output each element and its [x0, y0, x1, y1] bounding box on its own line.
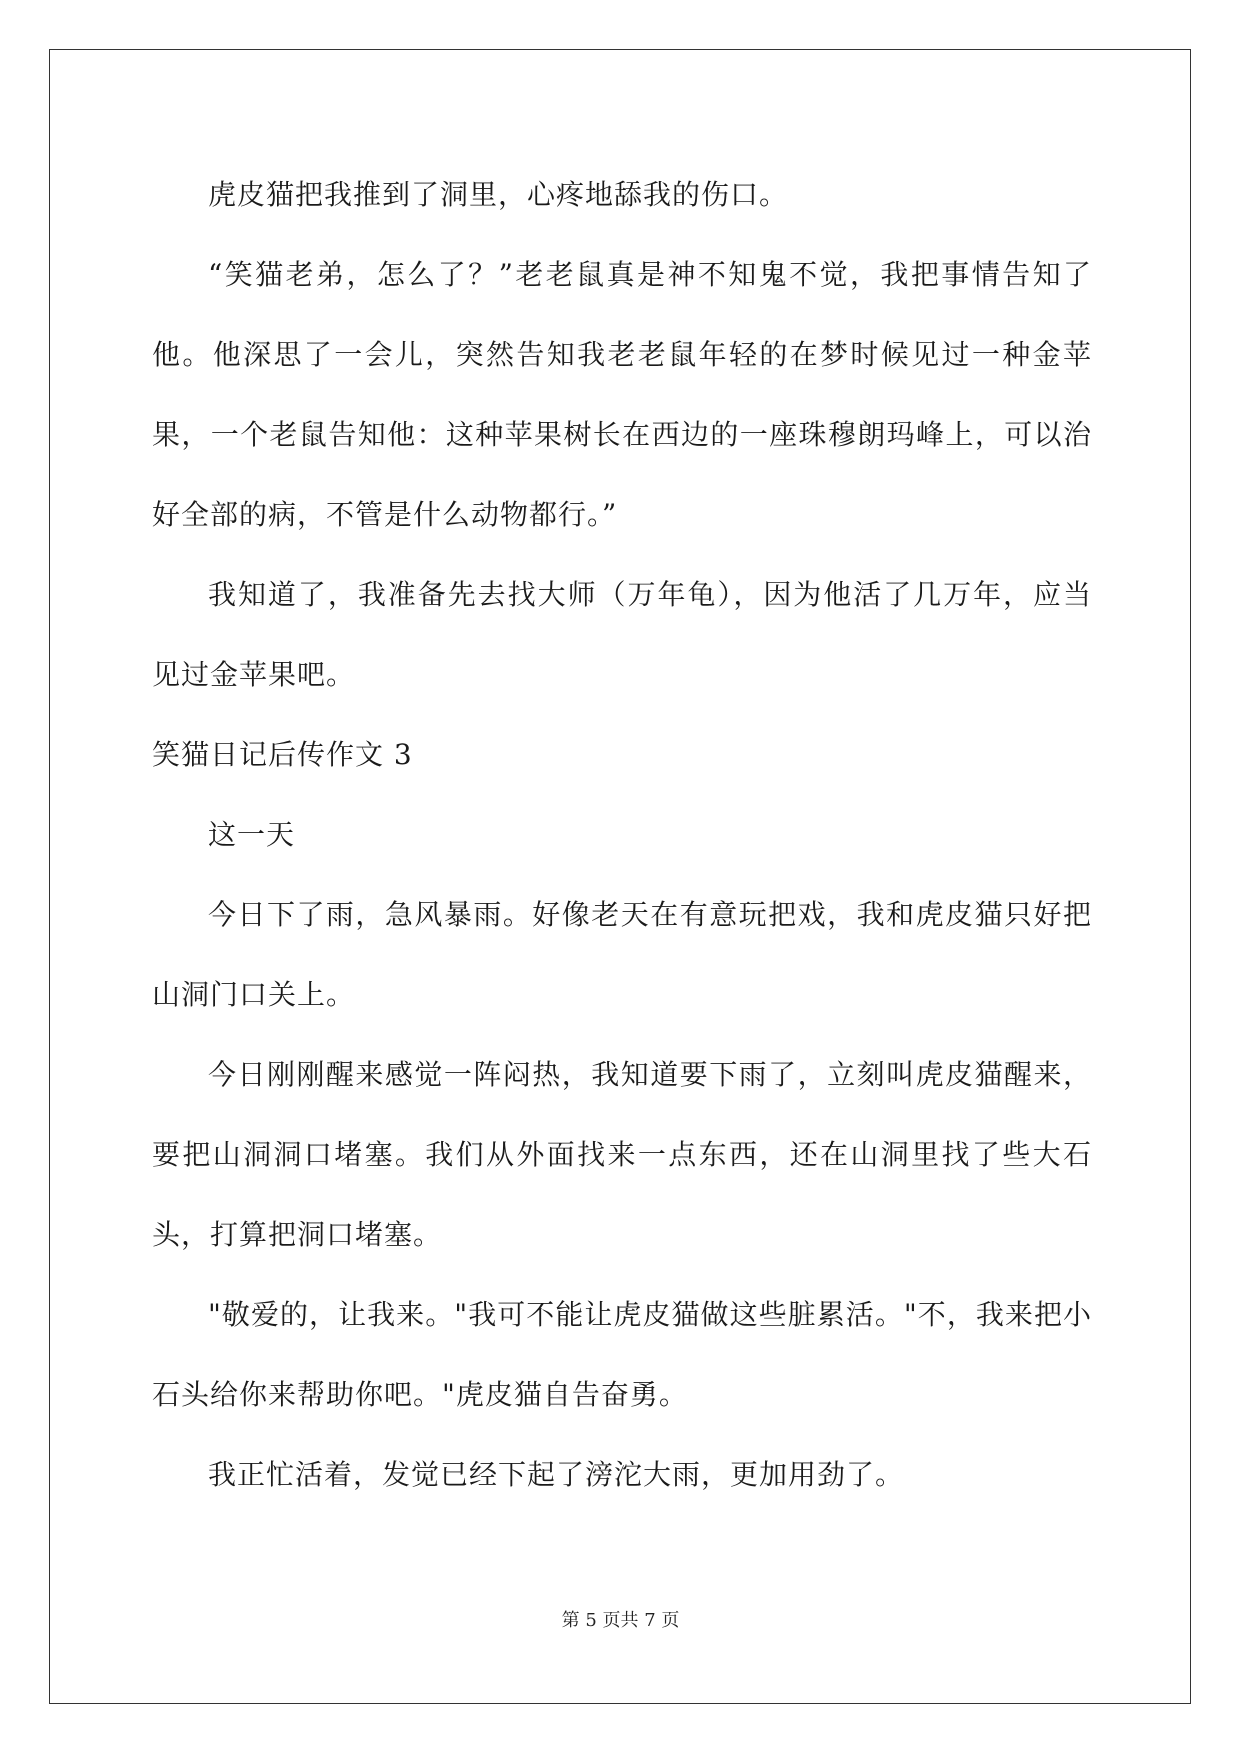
paragraph: 虎皮猫把我推到了洞里，心疼地舔我的伤口。: [208, 178, 789, 211]
paragraph: 今日刚刚醒来感觉一阵闷热，我知道要下雨了，立刻叫虎皮猫醒来，要把山洞洞口堵塞。我们从外面找来一点东西，还在山洞里找了些大石头，打算把洞口堵塞。: [152, 1058, 1092, 1251]
page-footer: [0, 1606, 1241, 1632]
document-body: [152, 155, 1092, 1515]
paragraph: 这一天: [208, 818, 296, 851]
paragraph: 我正忙活着，发觉已经下起了滂沱大雨，更加用劲了。: [208, 1458, 905, 1491]
paragraph: 今日下了雨，急风暴雨。好像老天在有意玩把戏，我和虎皮猫只好把山洞门口关上。: [152, 898, 1092, 1011]
page-number: 第 5 页: [561, 1610, 621, 1631]
page-total: 共 7 页: [620, 1610, 680, 1631]
section-heading: 笑猫日记后传作文 3: [152, 738, 413, 771]
paragraph: 我知道了，我准备先去找大师（万年龟），因为他活了几万年，应当见过金苹果吧。: [152, 578, 1092, 691]
paragraph: "敬爱的，让我来。"我可不能让虎皮猫做这些脏累活。"不，我来把小石头给你来帮助你吧。"虎皮猫自告奋勇。: [152, 1298, 1092, 1411]
paragraph: “笑猫老弟，怎么了？”老老鼠真是神不知鬼不觉，我把事情告知了他。他深思了一会儿，突然告知我老老鼠年轻的在梦时候见过一种金苹果，一个老鼠告知他：这种苹果树长在西边的一座珠穆朗玛峰上，可以治好全部的病，不管是什么动物都行。”: [152, 258, 1092, 531]
